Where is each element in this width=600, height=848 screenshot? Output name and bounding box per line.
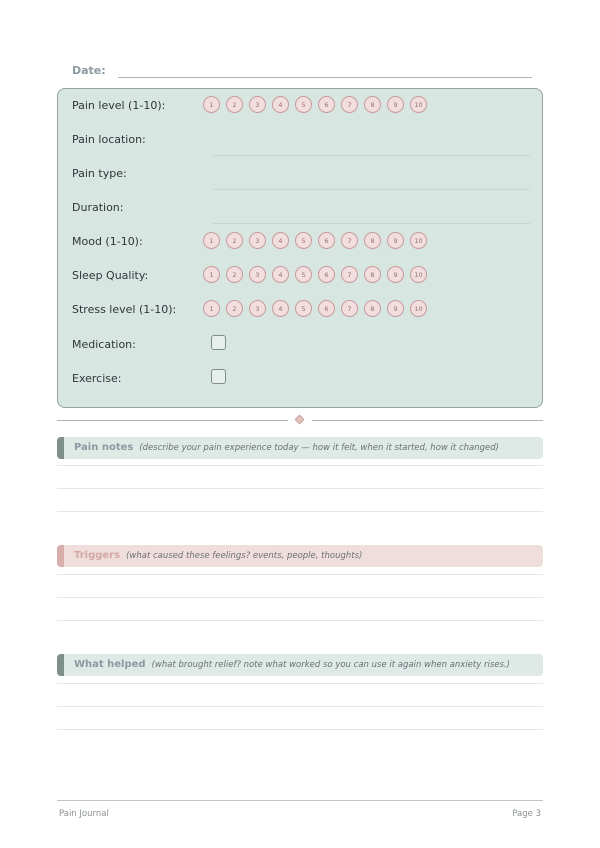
sleep-quality-option-9[interactable]: 9 — [387, 266, 404, 283]
stress-level-option-7[interactable]: 7 — [341, 300, 358, 317]
pain-level-option-5[interactable]: 5 — [295, 96, 312, 113]
medication-checkbox[interactable] — [211, 335, 226, 350]
triggers-accent-bar — [57, 545, 64, 567]
pain-notes-header — [57, 437, 543, 459]
date-field[interactable] — [118, 77, 532, 78]
pain-level-scale — [203, 96, 427, 113]
what-helped-line-2[interactable] — [57, 706, 543, 707]
pain-type-field[interactable] — [213, 189, 530, 190]
pain-level-option-8[interactable]: 8 — [364, 96, 381, 113]
triggers-hint: (what caused these feelings? events, people, thoughts) — [126, 551, 363, 561]
page-footer — [57, 800, 543, 819]
pain-location-row — [72, 130, 530, 150]
mood-label: Mood (1-10): — [72, 235, 143, 248]
stress-level-option-3[interactable]: 3 — [249, 300, 266, 317]
triggers-header — [57, 545, 543, 567]
pain-location-label: Pain location: — [72, 133, 146, 146]
stress-level-row — [72, 300, 530, 320]
mood-option-1[interactable]: 1 — [203, 232, 220, 249]
mood-row — [72, 232, 530, 252]
sleep-quality-option-1[interactable]: 1 — [203, 266, 220, 283]
exercise-checkbox[interactable] — [211, 369, 226, 384]
what-helped-hint: (what brought relief? note what worked so you can use it again when anxiety rises.) — [151, 660, 510, 670]
stress-level-option-8[interactable]: 8 — [364, 300, 381, 317]
triggers-title: Triggers — [74, 550, 121, 561]
mood-option-5[interactable]: 5 — [295, 232, 312, 249]
section-divider — [57, 415, 543, 425]
pain-level-option-7[interactable]: 7 — [341, 96, 358, 113]
triggers-line-2[interactable] — [57, 597, 543, 598]
mood-option-9[interactable]: 9 — [387, 232, 404, 249]
mood-option-3[interactable]: 3 — [249, 232, 266, 249]
sleep-quality-label: Sleep Quality: — [72, 269, 149, 282]
pain-type-label: Pain type: — [72, 167, 127, 180]
sleep-quality-option-6[interactable]: 6 — [318, 266, 335, 283]
exercise-label: Exercise: — [72, 372, 122, 385]
pain-location-field[interactable] — [213, 155, 530, 156]
stress-level-option-10[interactable]: 10 — [410, 300, 427, 317]
pain-notes-accent-bar — [57, 437, 64, 459]
sleep-quality-option-3[interactable]: 3 — [249, 266, 266, 283]
triggers-line-1[interactable] — [57, 574, 543, 575]
what-helped-line-3[interactable] — [57, 729, 543, 730]
sleep-quality-option-10[interactable]: 10 — [410, 266, 427, 283]
stress-level-option-6[interactable]: 6 — [318, 300, 335, 317]
mood-option-2[interactable]: 2 — [226, 232, 243, 249]
stress-level-label: Stress level (1-10): — [72, 303, 177, 316]
sleep-quality-row — [72, 266, 530, 286]
divider-line-left — [57, 420, 288, 421]
what-helped-header — [57, 654, 543, 676]
pain-level-option-10[interactable]: 10 — [410, 96, 427, 113]
pain-level-option-4[interactable]: 4 — [272, 96, 289, 113]
medication-label: Medication: — [72, 338, 136, 351]
mood-option-6[interactable]: 6 — [318, 232, 335, 249]
what-helped-line-1[interactable] — [57, 683, 543, 684]
stress-level-option-4[interactable]: 4 — [272, 300, 289, 317]
mood-option-10[interactable]: 10 — [410, 232, 427, 249]
what-helped-accent-bar — [57, 654, 64, 676]
stress-level-scale — [203, 300, 427, 317]
pain-level-option-1[interactable]: 1 — [203, 96, 220, 113]
page-number: Page 3 — [512, 809, 541, 819]
sleep-quality-option-5[interactable]: 5 — [295, 266, 312, 283]
stress-level-option-9[interactable]: 9 — [387, 300, 404, 317]
footer-title: Pain Journal — [59, 809, 109, 819]
sleep-quality-option-7[interactable]: 7 — [341, 266, 358, 283]
sleep-quality-option-2[interactable]: 2 — [226, 266, 243, 283]
what-helped-title: What helped — [74, 659, 146, 670]
sleep-quality-scale — [203, 266, 427, 283]
pain-level-row — [72, 96, 530, 116]
sleep-quality-option-4[interactable]: 4 — [272, 266, 289, 283]
date-row — [72, 62, 532, 80]
mood-option-8[interactable]: 8 — [364, 232, 381, 249]
medication-row — [72, 335, 530, 355]
pain-notes-line-3[interactable] — [57, 511, 543, 512]
pain-notes-title: Pain notes — [74, 442, 134, 453]
pain-level-option-3[interactable]: 3 — [249, 96, 266, 113]
pain-level-label: Pain level (1-10): — [72, 99, 166, 112]
mood-option-7[interactable]: 7 — [341, 232, 358, 249]
triggers-line-3[interactable] — [57, 620, 543, 621]
pain-level-option-6[interactable]: 6 — [318, 96, 335, 113]
pain-level-option-2[interactable]: 2 — [226, 96, 243, 113]
mood-scale — [203, 232, 427, 249]
stress-level-option-1[interactable]: 1 — [203, 300, 220, 317]
stress-level-option-2[interactable]: 2 — [226, 300, 243, 317]
divider-line-right — [312, 420, 543, 421]
pain-level-option-9[interactable]: 9 — [387, 96, 404, 113]
pain-notes-hint: (describe your pain experience today — how it felt, when it started, how it changed) — [139, 443, 499, 453]
stress-level-option-5[interactable]: 5 — [295, 300, 312, 317]
mood-option-4[interactable]: 4 — [272, 232, 289, 249]
pain-notes-line-1[interactable] — [57, 465, 543, 466]
diamond-ornament-icon — [295, 415, 305, 425]
daily-tracking-panel — [57, 88, 543, 408]
pain-notes-line-2[interactable] — [57, 488, 543, 489]
sleep-quality-option-8[interactable]: 8 — [364, 266, 381, 283]
duration-field[interactable] — [213, 223, 530, 224]
duration-label: Duration: — [72, 201, 124, 214]
pain-type-row — [72, 164, 530, 184]
exercise-row — [72, 369, 530, 389]
duration-row — [72, 198, 530, 218]
date-label: Date: — [72, 64, 106, 77]
